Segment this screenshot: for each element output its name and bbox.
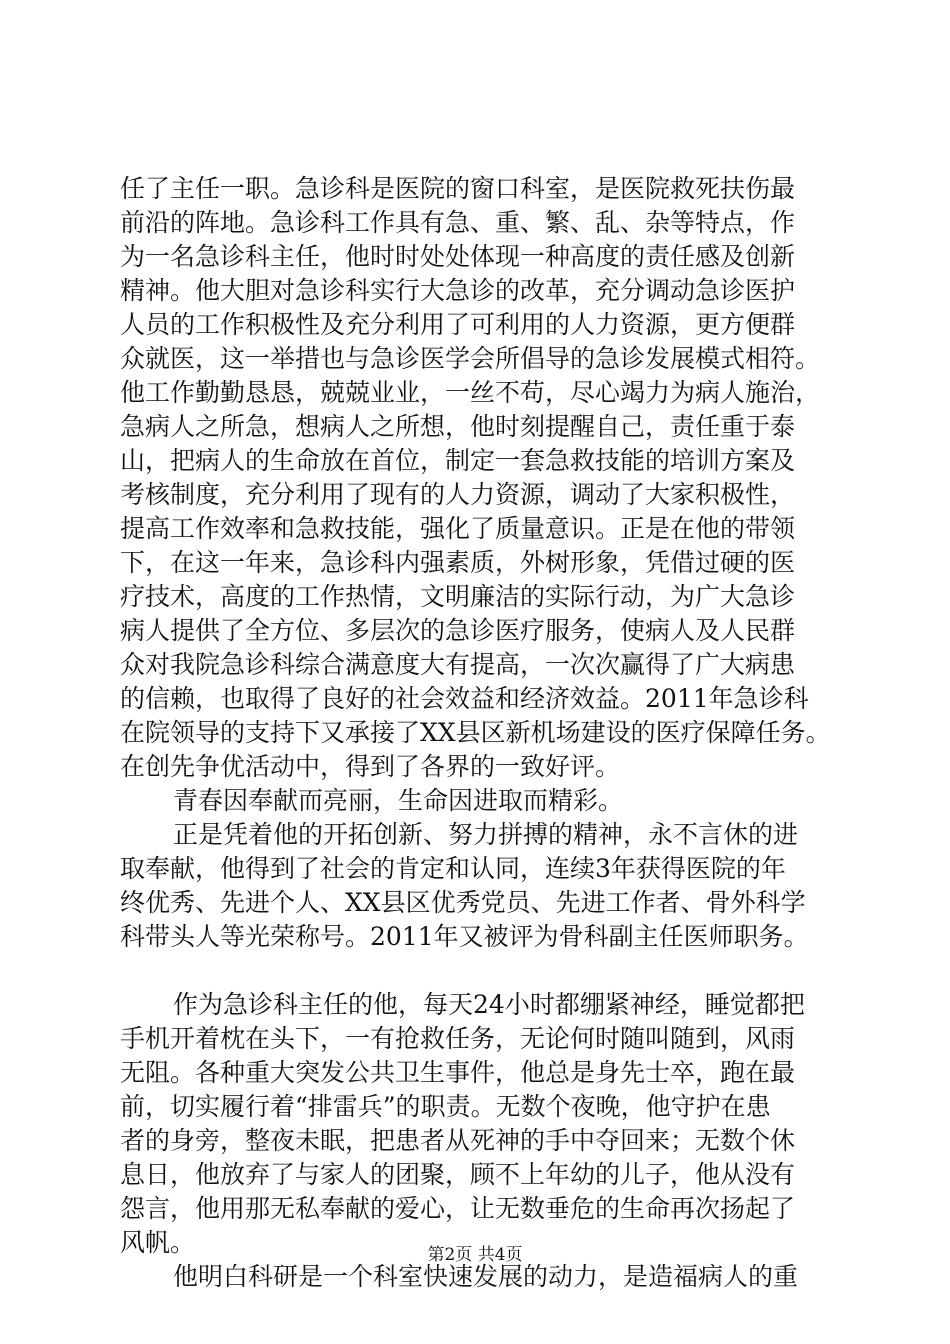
text-line: 风帆。 [120, 1228, 196, 1257]
page-footer: 第2页 共4页 [427, 1245, 523, 1265]
text-line: 终优秀、先进个人、XX县区优秀党员、先进工作者、骨外科学 [120, 888, 806, 917]
body-text [120, 172, 840, 1294]
text-line: 息日，他放弃了与家人的团聚，顾不上年幼的儿子，他从没有 [120, 1160, 796, 1189]
text-line: 怨言，他用那无私奉献的爱心，让无数垂危的生命再次扬起了 [120, 1194, 796, 1223]
text-line: 在创先争优活动中，得到了各界的一致好评。 [120, 752, 621, 781]
text-line: 作为急诊科主任的他，每天24小时都绷紧神经，睡觉都把 [173, 990, 805, 1019]
text-line: 无阻。各种重大突发公共卫生事件，他总是身先士卒，跑在最 [120, 1058, 796, 1087]
paragraph-gap [120, 954, 840, 988]
text-line: 他明白科研是一个科室快速发展的动力，是造福病人的重 [173, 1262, 799, 1291]
text-line: 山，把病人的生命放在首位，制定一套急救技能的培训方案及 [120, 446, 796, 475]
text-line: 者的身旁，整夜未眠，把患者从死神的手中夺回来；无数个休 [120, 1126, 796, 1155]
text-line: 考核制度，充分利用了现有的人力资源，调动了大家积极性， [120, 480, 796, 509]
text-line: 前，切实履行着“排雷兵”的职责。无数个夜晚，他守护在患 [120, 1092, 771, 1121]
text-line: 取奉献，他得到了社会的肯定和认同，连续3年获得医院的年 [120, 854, 786, 883]
text-line: 的信赖，也取得了良好的社会效益和经济效益。2011年急诊科 [120, 684, 809, 713]
text-line: 提高工作效率和急救技能，强化了质量意识。正是在他的带领 [120, 514, 796, 543]
text-line: 精神。他大胆对急诊科实行大急诊的改革，充分调动急诊医护 [120, 276, 796, 305]
text-line: 急病人之所急，想病人之所想，他时刻提醒自己，责任重于泰 [120, 412, 796, 441]
text-line: 手机开着枕在头下，一有抢救任务，无论何时随叫随到，风雨 [120, 1024, 796, 1053]
text-line: 众就医，这一举措也与急诊医学会所倡导的急诊发展模式相符。 [120, 344, 821, 373]
text-line: 任了主任一职。急诊科是医院的窗口科室，是医院救死扶伤最 [120, 174, 796, 203]
text-line: 疗技术，高度的工作热情，文明廉洁的实际行动，为广大急诊 [120, 582, 796, 611]
text-line: 病人提供了全方位、多层次的急诊医疗服务，使病人及人民群 [120, 616, 796, 645]
text-line: 青春因奉献而亮丽，生命因进取而精彩。 [173, 786, 624, 815]
text-line: 下，在这一年来，急诊科内强素质，外树形象，凭借过硬的医 [120, 548, 796, 577]
text-line: 前沿的阵地。急诊科工作具有急、重、繁、乱、杂等特点，作 [120, 208, 796, 237]
text-line: 他工作勤勤恳恳，兢兢业业，一丝不苟，尽心竭力为病人施治， [120, 378, 821, 407]
text-line: 人员的工作积极性及充分利用了可利用的人力资源，更方便群 [120, 310, 796, 339]
text-line: 为一名急诊科主任，他时时处处体现一种高度的责任感及创新 [120, 242, 796, 271]
text-line: 众对我院急诊科综合满意度大有提高，一次次赢得了广大病患 [120, 650, 796, 679]
text-line: 在院领导的支持下又承接了XX县区新机场建设的医疗保障任务。 [120, 718, 831, 747]
text-line: 正是凭着他的开拓创新、努力拼搏的精神，永不言休的进 [173, 820, 799, 849]
text-line: 科带头人等光荣称号。2011年又被评为骨科副主任医师职务。 [120, 922, 809, 951]
